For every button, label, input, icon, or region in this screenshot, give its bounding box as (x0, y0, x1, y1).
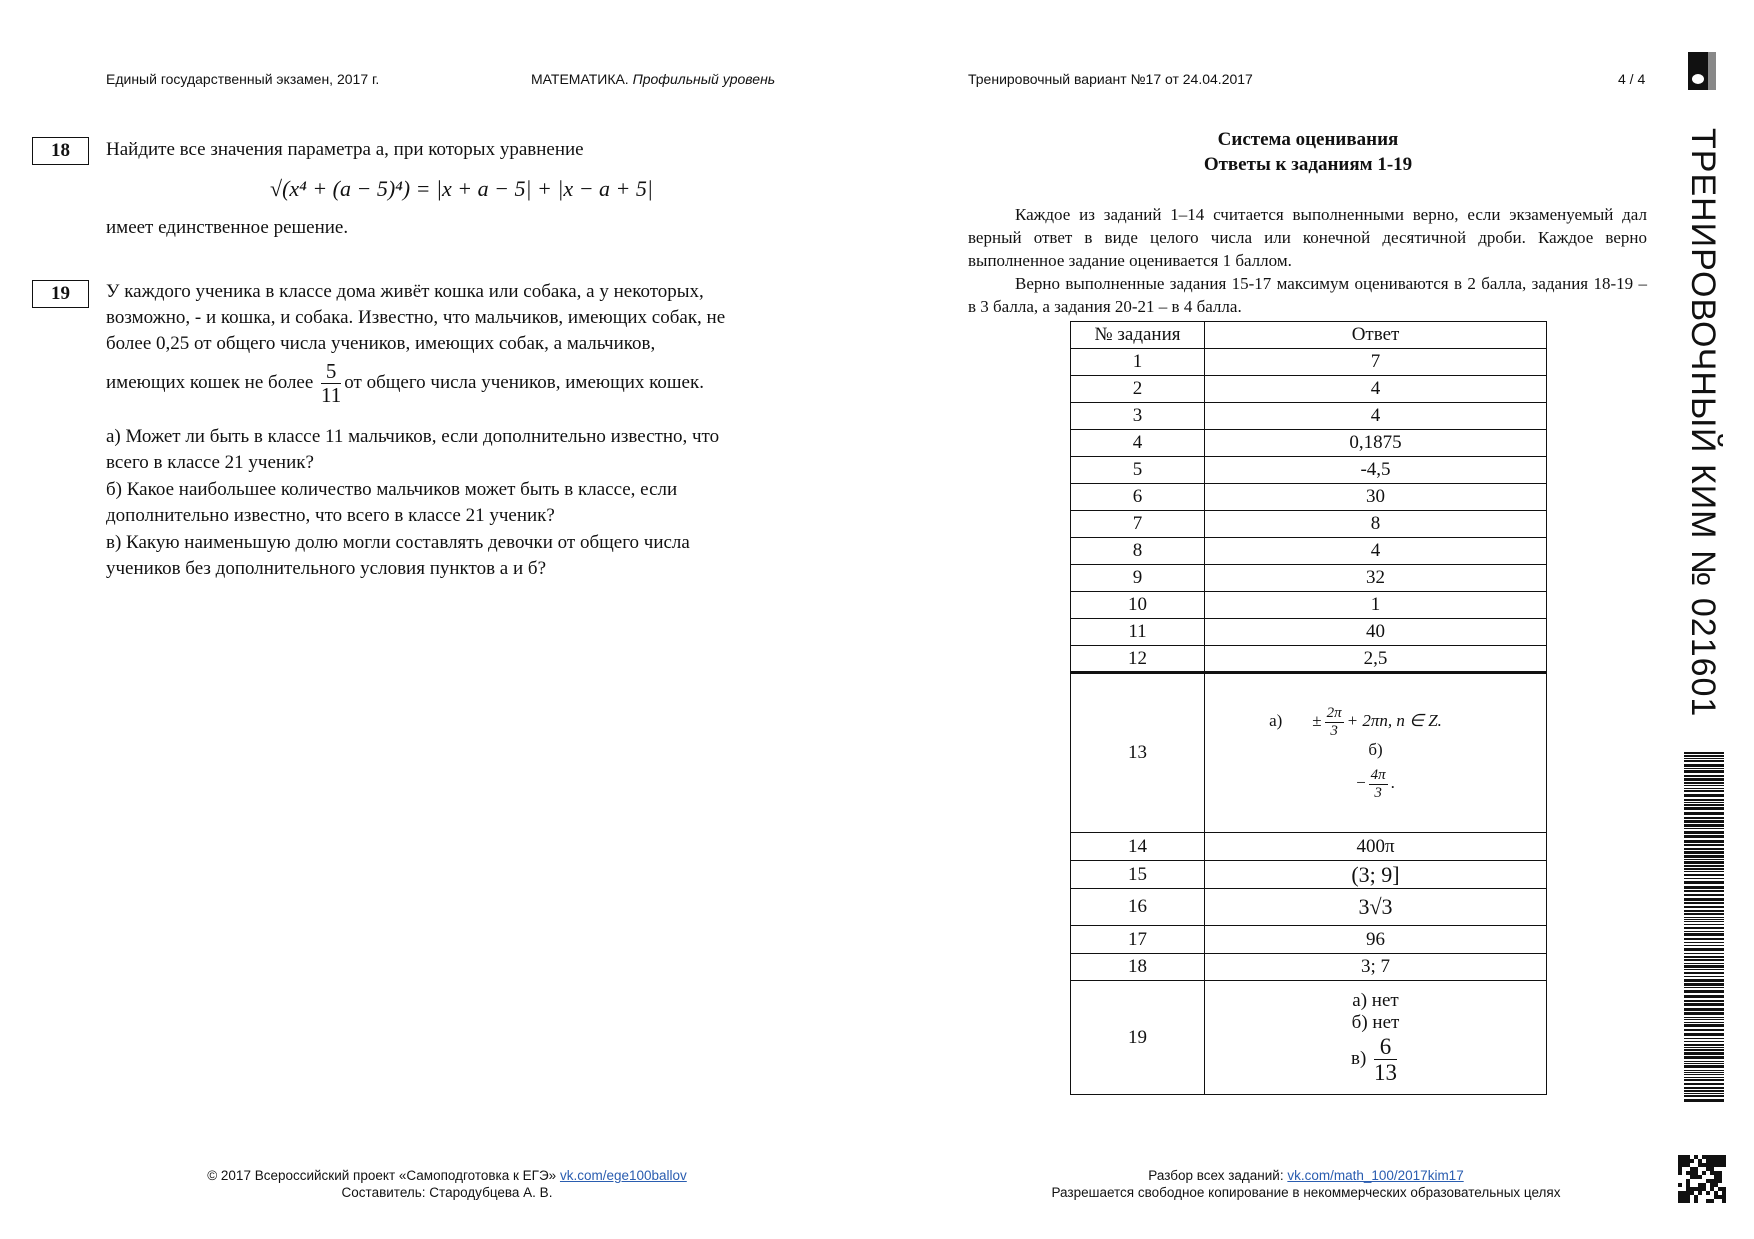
title2: Ответы к заданиям 1-19 (1203, 154, 1413, 175)
text: . (1390, 772, 1395, 792)
task-number: 6 (1071, 484, 1205, 511)
table-row (1071, 981, 1547, 1095)
table-row (1071, 592, 1547, 619)
table-row (1071, 926, 1547, 954)
task-number: 7 (1071, 511, 1205, 538)
table-row (1071, 430, 1547, 457)
answer: 3; 7 (1205, 954, 1547, 981)
task-number: 9 (1071, 565, 1205, 592)
answer: 8 (1205, 511, 1547, 538)
task19-part: а) Может ли быть в классе 11 мальчиков, если дополнительно известно, что (106, 426, 720, 447)
task-number-18: 18 (32, 137, 89, 165)
text: + 2πn, n ∈ Z. (1346, 710, 1442, 730)
table-row (1071, 484, 1547, 511)
license: Разрешается свободное копирование в некоммерческих образовательных целях (1051, 1185, 1561, 1200)
frac-den: 13 (1374, 1060, 1398, 1085)
task-number: 19 (1071, 981, 1205, 1095)
footer-right (1052, 1167, 1561, 1201)
task-number: 1 (1071, 349, 1205, 376)
table-row (1071, 538, 1547, 565)
page-number: 4 / 4 (1618, 71, 1646, 87)
frac-num: 4π (1370, 767, 1386, 783)
label: а) (1269, 710, 1283, 730)
table-row (1071, 565, 1547, 592)
task19-fraction-line (106, 360, 806, 407)
answer: 3√3 (1205, 889, 1547, 926)
table-row (1071, 833, 1547, 861)
answer: 4 (1205, 376, 1547, 403)
table-row (1071, 646, 1547, 673)
frac-den: 11 (321, 383, 342, 408)
task-number: 16 (1071, 889, 1205, 926)
subject: МАТЕМАТИКА. (531, 71, 629, 87)
answers-title (968, 127, 1648, 177)
table-row (1071, 954, 1547, 981)
col-header: Ответ (1205, 322, 1547, 349)
link-ege100ballov[interactable]: vk.com/ege100ballov (559, 1168, 687, 1183)
answer: 0,1875 (1205, 430, 1547, 457)
task19-part: дополнительно известно, что всего в классе 21 ученик? (106, 505, 555, 526)
frac-num: 6 (1374, 1034, 1397, 1060)
table-row (1071, 376, 1547, 403)
task-number: 4 (1071, 430, 1205, 457)
task18-text: Найдите все значения параметра a, при которых уравнение (106, 139, 584, 160)
sign: ± (1312, 710, 1322, 730)
task-number: 10 (1071, 592, 1205, 619)
task-number: 5 (1071, 457, 1205, 484)
task19-part: б) Какое наибольшее количество мальчиков может быть в классе, если (106, 479, 678, 500)
answer: 40 (1205, 619, 1547, 646)
table-header (1071, 322, 1547, 349)
task-number: 14 (1071, 833, 1205, 861)
qr-code-icon (1678, 1155, 1724, 1203)
title1: Система оценивания (1217, 129, 1399, 150)
answers-intro (968, 203, 1647, 318)
answer: 4 (1205, 403, 1547, 430)
table-row (1071, 457, 1547, 484)
frac-den: 3 (1374, 784, 1382, 801)
label: в) (1350, 1047, 1367, 1069)
task-number: 13 (1071, 673, 1205, 833)
answer: 1 (1205, 592, 1547, 619)
frac-num: 5 (321, 360, 341, 384)
task19-part: учеников без дополнительного условия пунктов а и б? (106, 558, 547, 579)
logo-icon (1688, 52, 1716, 90)
table-row (1071, 619, 1547, 646)
level: Профильный уровень (632, 71, 776, 87)
frac-den: 3 (1330, 722, 1338, 739)
task-number: 8 (1071, 538, 1205, 565)
review-label: Разбор всех заданий: (1148, 1168, 1284, 1183)
task-number: 3 (1071, 403, 1205, 430)
table-row (1071, 889, 1547, 926)
task19-line: возможно, - и кошка, и собака. Известно, что мальчиков, имеющих собак, не (106, 307, 726, 328)
text: имеющих кошек не более (106, 371, 314, 393)
table-row (1071, 403, 1547, 430)
author: Составитель: Стародубцева А. В. (341, 1185, 553, 1200)
answer: -4,5 (1205, 457, 1547, 484)
table-row (1071, 861, 1547, 889)
answer: 96 (1205, 926, 1547, 954)
frac-num: 2π (1326, 705, 1342, 721)
task-number: 15 (1071, 861, 1205, 889)
answer: 7 (1205, 349, 1547, 376)
header-variant: Тренировочный вариант №17 от 24.04.2017 (968, 71, 1253, 87)
answer: 2,5 (1205, 646, 1547, 673)
task-number: 2 (1071, 376, 1205, 403)
task-number-19: 19 (32, 280, 89, 308)
answer: 30 (1205, 484, 1547, 511)
task19-part: всего в классе 21 ученик? (106, 452, 314, 473)
part-b: б) нет (1351, 1011, 1400, 1033)
task19-line: У каждого ученика в классе дома живёт кошка или собака, а у некоторых, (106, 281, 704, 302)
text: от общего числа учеников, имеющих кошек. (344, 371, 704, 393)
para1: Каждое из заданий 1–14 считается выполненными верно, если экзаменуемый дал верный ответ в виде целого числа или конечной десятичной дроби. Каждое верно выполненное задание оценивается 1 баллом. (968, 205, 1647, 270)
table-row (1071, 511, 1547, 538)
answer: (3; 9] (1205, 861, 1547, 889)
answers-table (1070, 321, 1547, 1095)
para2: Верно выполненные задания 15-17 максимум оцениваются в 2 балла, задания 18-19 – в 3 балла, а задания 20-21 – в 4 балла. (968, 274, 1647, 316)
footer-left (207, 1167, 687, 1201)
task-number: 18 (1071, 954, 1205, 981)
table-row (1071, 673, 1547, 833)
task18-after: имеет единственное решение. (106, 217, 349, 238)
answer: 4 (1205, 538, 1547, 565)
link-math100[interactable]: vk.com/math_100/2017kim17 (1287, 1168, 1464, 1183)
barcode-icon (1684, 752, 1724, 1100)
task-number: 17 (1071, 926, 1205, 954)
label: б) (1368, 740, 1383, 759)
task18-equation: √(x⁴ + (a − 5)⁴) = |x + a − 5| + |x − a + 5| (270, 176, 653, 201)
col-header: № задания (1071, 322, 1205, 349)
vertical-kim-label: ТРЕНИРОВОЧНЫЙ КИМ № 021601 (1684, 128, 1722, 718)
task-number: 11 (1071, 619, 1205, 646)
copyright: © 2017 Всероссийский проект «Самоподготовка к ЕГЭ» (207, 1168, 557, 1183)
answer: 400π (1205, 833, 1547, 861)
answer (1205, 673, 1547, 833)
answer (1205, 981, 1547, 1095)
answer: 32 (1205, 565, 1547, 592)
header-exam: Единый государственный экзамен, 2017 г. (106, 71, 380, 87)
task-number: 12 (1071, 646, 1205, 673)
table-row (1071, 349, 1547, 376)
part-a: а) нет (1352, 989, 1399, 1011)
task19-line: более 0,25 от общего числа учеников, имеющих собак, а мальчиков, (106, 333, 656, 354)
header-subject (531, 71, 775, 87)
task19-part: в) Какую наименьшую долю могли составлять девочки от общего числа (106, 532, 690, 553)
sign: − (1356, 772, 1366, 792)
